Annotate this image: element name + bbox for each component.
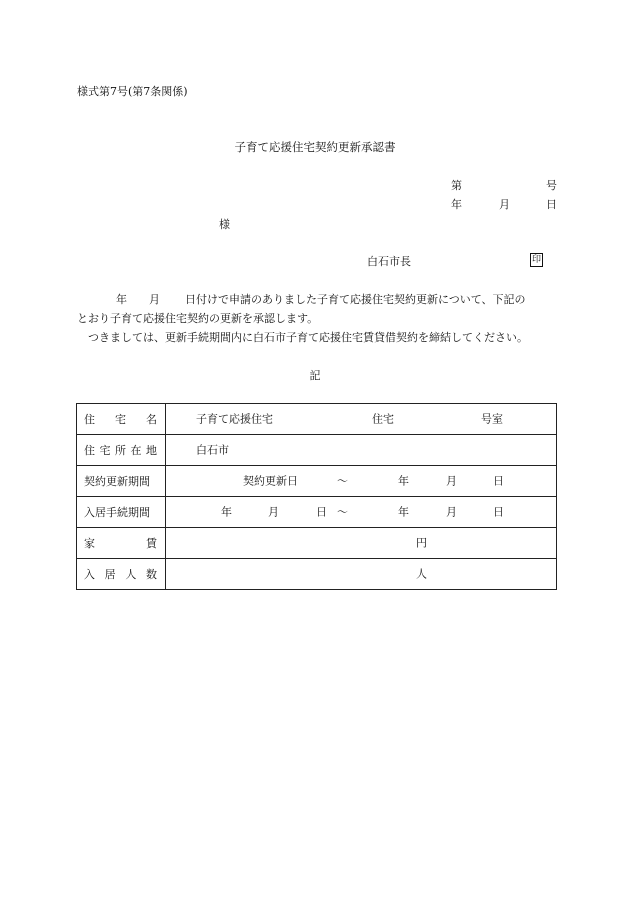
ki-heading: 記 [309, 369, 321, 382]
label-char: 住 [84, 443, 95, 457]
table-row-occupants [77, 559, 557, 590]
document-title: 子育て応援住宅契約更新承認書 [234, 140, 396, 154]
label-occupants [77, 559, 166, 590]
table-row-housing-name [77, 404, 557, 435]
start-month: 月 [268, 505, 279, 519]
label-char: 在 [130, 443, 142, 457]
label-char: 名 [146, 412, 157, 426]
value-housing-name[interactable] [166, 404, 557, 435]
body-line-2: とおり子育て応援住宅契約の更新を承認します。 [77, 312, 319, 325]
label-char: 居 [104, 567, 116, 581]
body-line-1-text: 日付けで申請のありました子育て応援住宅契約更新について、下記の [185, 293, 526, 306]
label-housing-name [77, 404, 166, 435]
label-char: 住 [84, 412, 95, 426]
end-month: 月 [446, 474, 457, 488]
housing-unit-label: 住宅 [372, 412, 394, 426]
label-char: 入 [84, 567, 95, 581]
label-text: 契約更新期間 [84, 474, 150, 488]
label-rent [77, 528, 166, 559]
body-year: 年 [116, 293, 127, 306]
room-number-label: 号室 [481, 412, 503, 426]
renewal-date-label: 契約更新日 [243, 474, 298, 488]
form-code: 様式第7号(第7条関係) [77, 85, 188, 98]
label-char: 家 [84, 536, 95, 550]
date-day: 日 [546, 198, 557, 211]
body-line-3: つきましては、更新手続期間内に白石市子育て応援住宅賃貸借契約を締結してください。 [88, 331, 528, 344]
end-year: 年 [398, 474, 409, 488]
label-move-in-period [77, 497, 166, 528]
end-day: 日 [493, 505, 504, 519]
occupants-unit: 人 [416, 567, 427, 581]
tilde: ～ [337, 505, 348, 519]
value-occupants[interactable] [166, 559, 557, 590]
end-year: 年 [398, 505, 409, 519]
label-char: 宅 [115, 412, 126, 426]
date-month: 月 [499, 198, 510, 211]
label-char: 賃 [146, 536, 157, 550]
table-row-renewal-period [77, 466, 557, 497]
label-char: 地 [146, 443, 157, 457]
table-row-move-in-period [77, 497, 557, 528]
value-renewal-period[interactable] [166, 466, 557, 497]
end-day: 日 [493, 474, 504, 488]
doc-number-suffix: 号 [546, 179, 557, 192]
start-year: 年 [221, 505, 232, 519]
start-day: 日 [316, 505, 327, 519]
doc-number-prefix: 第 [451, 179, 462, 192]
tilde: ～ [337, 474, 348, 488]
label-renewal-period [77, 466, 166, 497]
label-char: 所 [115, 443, 126, 457]
value-move-in-period[interactable] [166, 497, 557, 528]
label-char: 人 [125, 567, 137, 581]
label-text: 入居手続期間 [84, 505, 150, 519]
value-address[interactable] [166, 435, 557, 466]
body-month: 月 [149, 293, 160, 306]
date-year: 年 [451, 198, 462, 211]
label-address [77, 435, 166, 466]
seal-mark: 印 [530, 253, 543, 267]
addressee-honorific: 様 [219, 218, 230, 231]
rent-unit: 円 [416, 536, 427, 550]
end-month: 月 [446, 505, 457, 519]
value-rent[interactable] [166, 528, 557, 559]
label-char: 宅 [99, 443, 111, 457]
detail-table [76, 403, 557, 590]
issuer-title: 白石市長 [367, 255, 411, 268]
table-row-rent [77, 528, 557, 559]
address-text: 白石市 [196, 443, 229, 457]
table-row-address [77, 435, 557, 466]
label-char: 数 [145, 567, 157, 581]
housing-name-text: 子育て応援住宅 [196, 412, 273, 426]
